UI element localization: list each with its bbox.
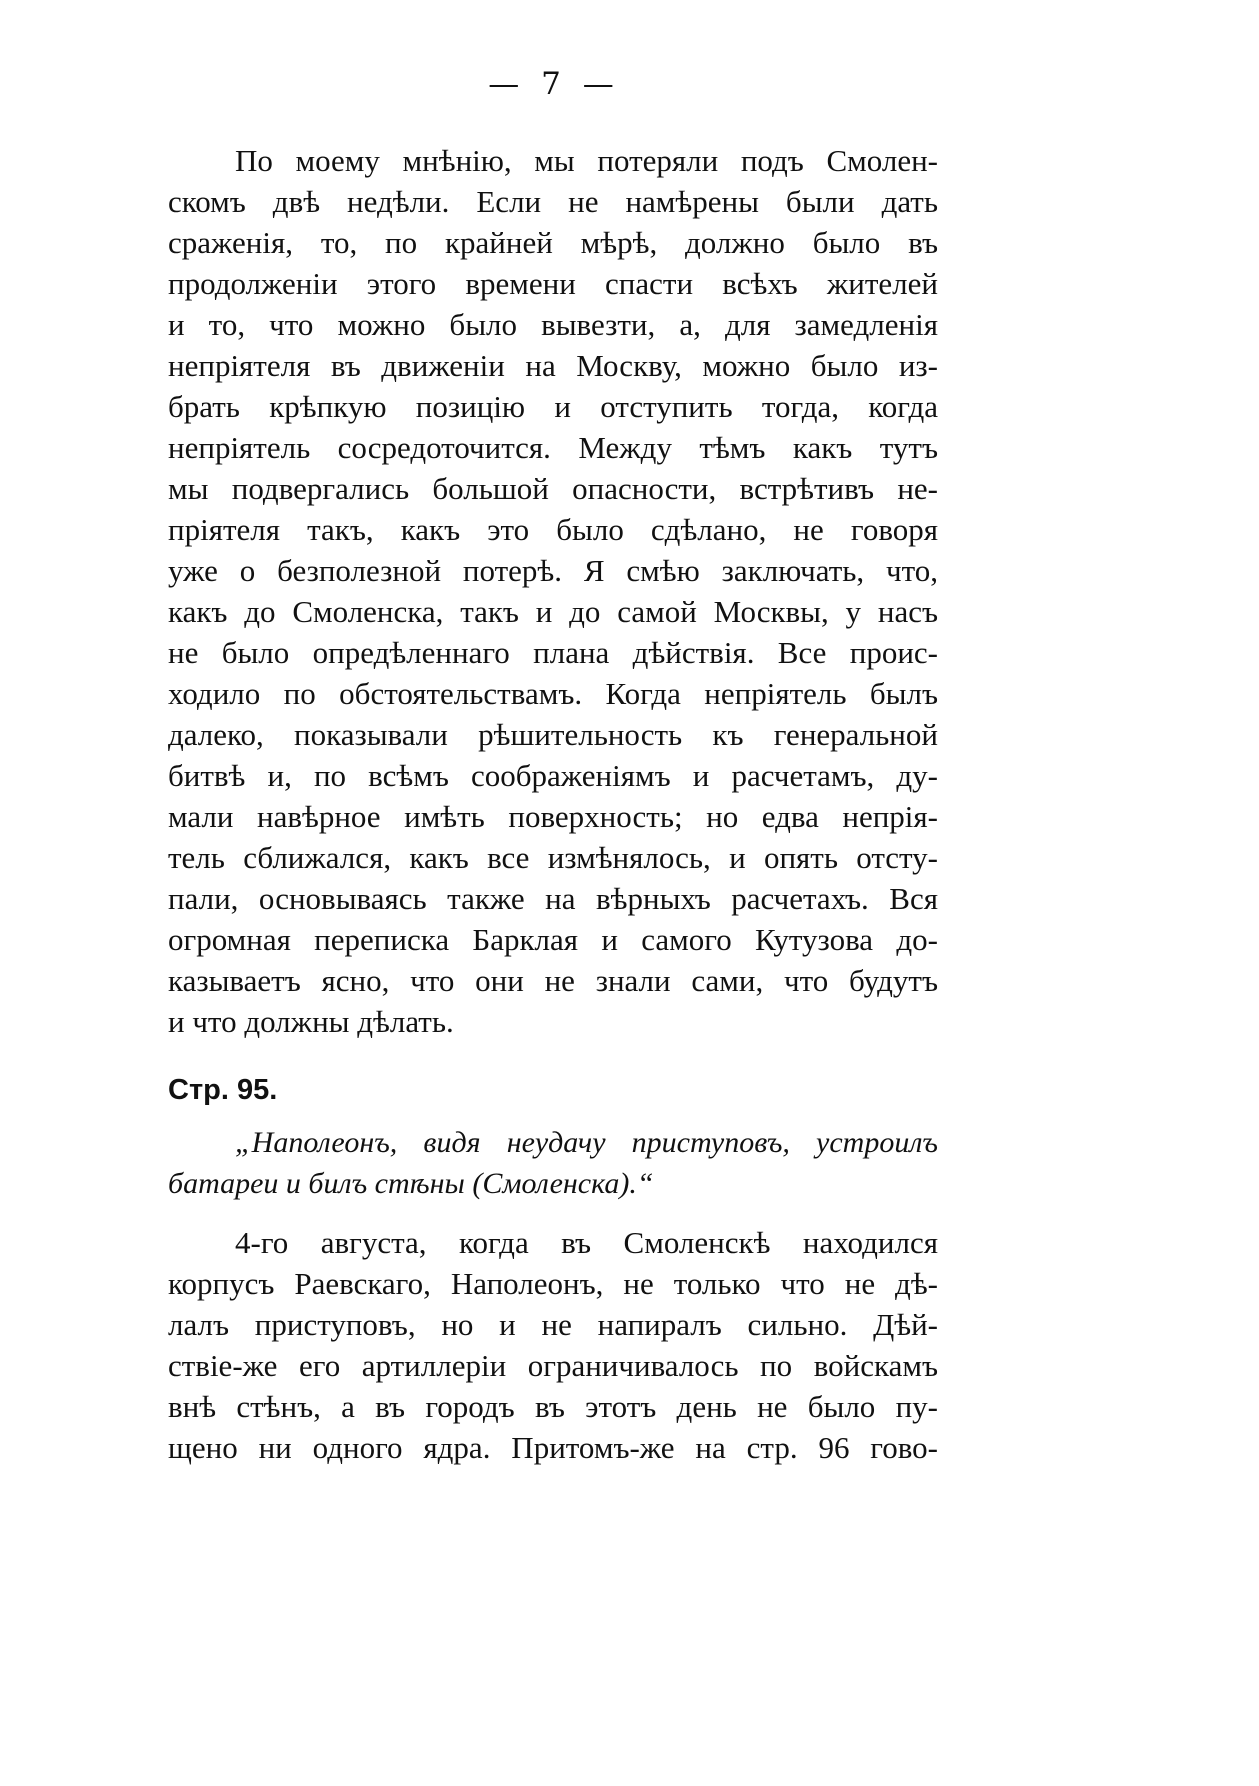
text-line: ствіе-же его артиллеріи ограничивалось по войскамъ xyxy=(168,1348,938,1383)
text-line: ходило по обстоятельствамъ. Когда непріятель былъ xyxy=(168,676,938,711)
text-line: не было опредѣленнаго плана дѣйствія. Все проис- xyxy=(168,635,938,670)
text-line: продолженіи этого времени спасти всѣхъ жителей xyxy=(168,266,938,301)
text-line: скомъ двѣ недѣли. Если не намѣрены были дать xyxy=(168,184,938,219)
text-line: огромная переписка Барклая и самого Кутузова до- xyxy=(168,922,938,957)
text-line: брать крѣпкую позицію и отступить тогда, когда xyxy=(168,389,938,424)
text-line: сраженія, то, по крайней мѣрѣ, должно было въ xyxy=(168,225,938,260)
text-line: внѣ стѣнъ, а въ городъ въ этотъ день не было пу- xyxy=(168,1389,938,1424)
paragraph-1 xyxy=(168,140,938,1042)
text-line: щено ни одного ядра. Притомъ-же на стр. 96 гово- xyxy=(168,1430,938,1465)
text-line: лалъ приступовъ, но и не напиралъ сильно. Дѣй- xyxy=(168,1307,938,1342)
text-line: казываетъ ясно, что они не знали сами, что будутъ xyxy=(168,963,938,998)
quote-line: „Наполеонъ, видя неудачу приступовъ, устроилъ xyxy=(235,1126,938,1159)
section-heading: Стр. 95. xyxy=(168,1074,278,1106)
text-line: мали навѣрное имѣть поверхность; но едва непрія- xyxy=(168,799,938,834)
text-line: уже о безполезной потерѣ. Я смѣю заключать, что, xyxy=(168,553,938,588)
text-line: какъ до Смоленска, такъ и до самой Москвы, у насъ xyxy=(168,594,938,629)
text-line: пріятеля такъ, какъ это было сдѣлано, не говоря xyxy=(168,512,938,547)
paragraph-2 xyxy=(168,1222,938,1468)
text-line: корпусъ Раевскаго, Наполеонъ, не только что не дѣ- xyxy=(168,1266,938,1301)
quote-line: батареи и билъ стѣны (Смоленска).“ xyxy=(168,1167,654,1200)
text-line: пали, основываясь также на вѣрныхъ расчетахъ. Вся xyxy=(168,881,938,916)
text-line: непріятель сосредоточится. Между тѣмъ какъ тутъ xyxy=(168,430,938,465)
spacer xyxy=(168,1204,938,1222)
text-line: тель сближался, какъ все измѣнялось, и опять отсту- xyxy=(168,840,938,875)
spacer xyxy=(168,1112,938,1122)
text-line: и что должны дѣлать. xyxy=(168,1004,454,1039)
page-number: — 7 — xyxy=(488,66,620,102)
text-line: мы подвергались большой опасности, встрѣтивъ не- xyxy=(168,471,938,506)
text-line: далеко, показывали рѣшительность къ генеральной xyxy=(168,717,938,752)
text-line: 4-го августа, когда въ Смоленскѣ находился xyxy=(235,1225,938,1260)
spacer xyxy=(168,1042,938,1068)
text-line: непріятеля въ движеніи на Москву, можно было из- xyxy=(168,348,938,383)
text-line: и то, что можно было вывезти, а, для замедленія xyxy=(168,307,938,342)
text-line: По моему мнѣнію, мы потеряли подъ Смолен- xyxy=(235,143,938,178)
text-line: битвѣ и, по всѣмъ соображеніямъ и расчетамъ, ду- xyxy=(168,758,938,793)
page-content xyxy=(168,140,938,1468)
quote-block xyxy=(168,1122,938,1204)
